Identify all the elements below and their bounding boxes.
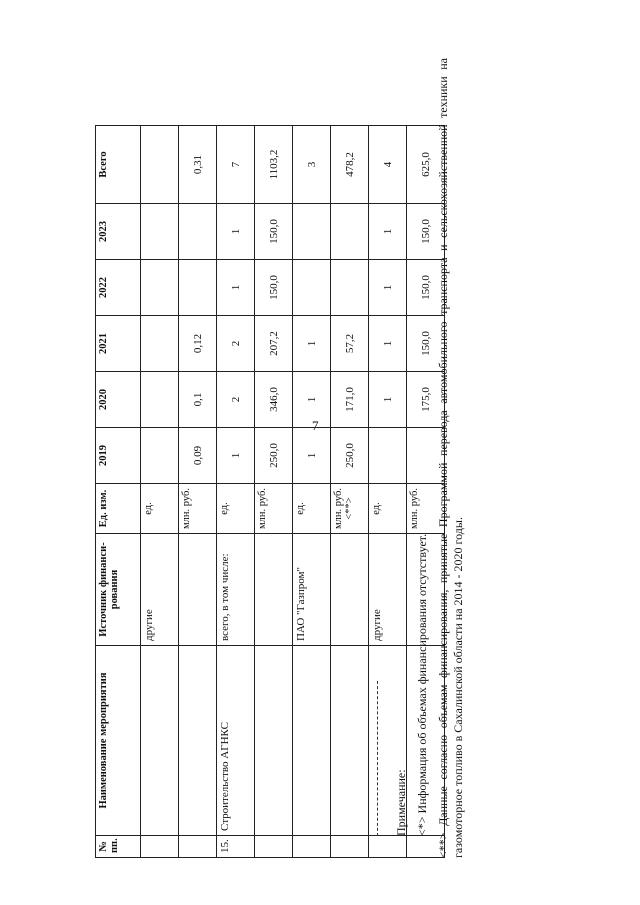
table-cell-v2022 xyxy=(293,260,331,316)
table-cell-v2021: 207,2 xyxy=(255,316,293,372)
page-number: 7 xyxy=(312,418,319,433)
table-cell-v2019 xyxy=(141,428,179,484)
table-cell-unit: ед. xyxy=(293,484,331,534)
table-cell-source: другие xyxy=(141,534,179,646)
table-cell-name xyxy=(141,646,179,836)
table-cell-v2019: 1 xyxy=(293,428,331,484)
notes-block xyxy=(377,58,466,858)
table-cell-name xyxy=(331,646,369,836)
table-cell-unit: млн. руб. xyxy=(255,484,293,534)
note-1: <*> Информация об объемах финансирования отсутствует. xyxy=(415,533,429,836)
table-cell-v2023: 1 xyxy=(217,204,255,260)
table-cell-unit: ед. xyxy=(141,484,179,534)
table-row xyxy=(331,126,369,858)
header-cell: Источник финанси-рования xyxy=(96,534,141,646)
table-cell-v2023: 1 xyxy=(369,204,407,260)
table-cell-idx xyxy=(141,836,179,858)
table-cell-unit: ед. xyxy=(369,484,407,534)
table-cell-source: другие xyxy=(369,534,407,646)
table-row xyxy=(217,126,255,858)
header-cell: Наименование мероприятия xyxy=(96,646,141,836)
header-cell: 2022 xyxy=(96,260,141,316)
table-cell-v2019: 1 xyxy=(217,428,255,484)
table-cell-idx xyxy=(293,836,331,858)
table-row xyxy=(141,126,179,858)
table-cell-unit: млн. руб. xyxy=(407,484,445,534)
table-cell-source: ПАО "Газпром" xyxy=(293,534,331,646)
table-cell-v2019: 250,0 xyxy=(255,428,293,484)
divider xyxy=(377,681,378,836)
table-cell-name: Строительство АГНКС xyxy=(217,646,255,836)
table-header-row xyxy=(96,126,141,858)
table-cell-v2021: 0,12 xyxy=(179,316,217,372)
table-cell-v2022 xyxy=(179,260,217,316)
table-cell-v2021: 1 xyxy=(369,316,407,372)
header-cell: Ед. изм. xyxy=(96,484,141,534)
table-cell-v2020: 171,0 xyxy=(331,372,369,428)
table-row xyxy=(179,126,217,858)
table-cell-v2020: 1 xyxy=(369,372,407,428)
table-cell-v2022: 1 xyxy=(217,260,255,316)
table-cell-v2021 xyxy=(141,316,179,372)
rotated-content xyxy=(95,58,535,858)
header-cell: 2020 xyxy=(96,372,141,428)
table-cell-v2023 xyxy=(293,204,331,260)
table-cell-source xyxy=(179,534,217,646)
table-cell-v2021: 1 xyxy=(293,316,331,372)
table-cell-name xyxy=(255,646,293,836)
table-cell-v2019: 0,09 xyxy=(179,428,217,484)
table-cell-v2020: 1 xyxy=(293,372,331,428)
table-cell-v2022: 150,0 xyxy=(255,260,293,316)
table-cell-name xyxy=(293,646,331,836)
header-cell: № пп. xyxy=(96,836,141,858)
table-cell-name xyxy=(179,646,217,836)
table-row xyxy=(255,126,293,858)
table-cell-total: 4 xyxy=(369,126,407,204)
table-cell-v2020: 346,0 xyxy=(255,372,293,428)
table-cell-total: 478,2 xyxy=(331,126,369,204)
table-cell-idx xyxy=(331,836,369,858)
table-cell-idx: 15. xyxy=(217,836,255,858)
table-row xyxy=(293,126,331,858)
table-cell-total: 625,0 xyxy=(407,126,445,204)
table-cell-source: всего, в том числе: xyxy=(217,534,255,646)
header-cell: 2021 xyxy=(96,316,141,372)
table-cell-v2023 xyxy=(141,204,179,260)
table-cell-v2023: 150,0 xyxy=(255,204,293,260)
header-cell: 2023 xyxy=(96,204,141,260)
header-cell: 2019 xyxy=(96,428,141,484)
table-cell-v2021: 57,2 xyxy=(331,316,369,372)
table-cell-total xyxy=(141,126,179,204)
table-cell-idx xyxy=(255,836,293,858)
table-cell-v2019: 250,0 xyxy=(331,428,369,484)
table-cell-source xyxy=(331,534,369,646)
table-cell-unit: млн. руб. xyxy=(179,484,217,534)
table-cell-total: 7 xyxy=(217,126,255,204)
table-cell-idx xyxy=(179,836,217,858)
table-cell-unit: млн. руб. <**> xyxy=(331,484,369,534)
table-cell-v2022: 1 xyxy=(369,260,407,316)
table-cell-v2020: 2 xyxy=(217,372,255,428)
table-cell-v2022: 150,0 xyxy=(407,260,445,316)
table-cell-v2022 xyxy=(141,260,179,316)
table-cell-v2022 xyxy=(331,260,369,316)
table-cell-v2021: 2 xyxy=(217,316,255,372)
table-cell-v2020: 175,0 xyxy=(407,372,445,428)
table-cell-unit: ед. xyxy=(217,484,255,534)
note-2: <**> Данные согласно объемам финансирования, принятые Программой перевода автомобильного транспорта и сельскохозяйственной техники на газомоторное топливо в Сахалинской области на 2014 - 2020 годы. xyxy=(436,58,465,858)
table-cell-v2020 xyxy=(141,372,179,428)
table-cell-v2023: 150,0 xyxy=(407,204,445,260)
table-cell-v2021: 150,0 xyxy=(407,316,445,372)
table-cell-total: 0,31 xyxy=(179,126,217,204)
table-cell-v2023 xyxy=(179,204,217,260)
table-cell-total: 3 xyxy=(293,126,331,204)
table-cell-v2023 xyxy=(331,204,369,260)
table-cell-source xyxy=(255,534,293,646)
header-cell: Всего xyxy=(96,126,141,204)
table-cell-v2020: 0,1 xyxy=(179,372,217,428)
notes-heading: Примечание: xyxy=(394,769,408,836)
table-cell-total: 1103,2 xyxy=(255,126,293,204)
